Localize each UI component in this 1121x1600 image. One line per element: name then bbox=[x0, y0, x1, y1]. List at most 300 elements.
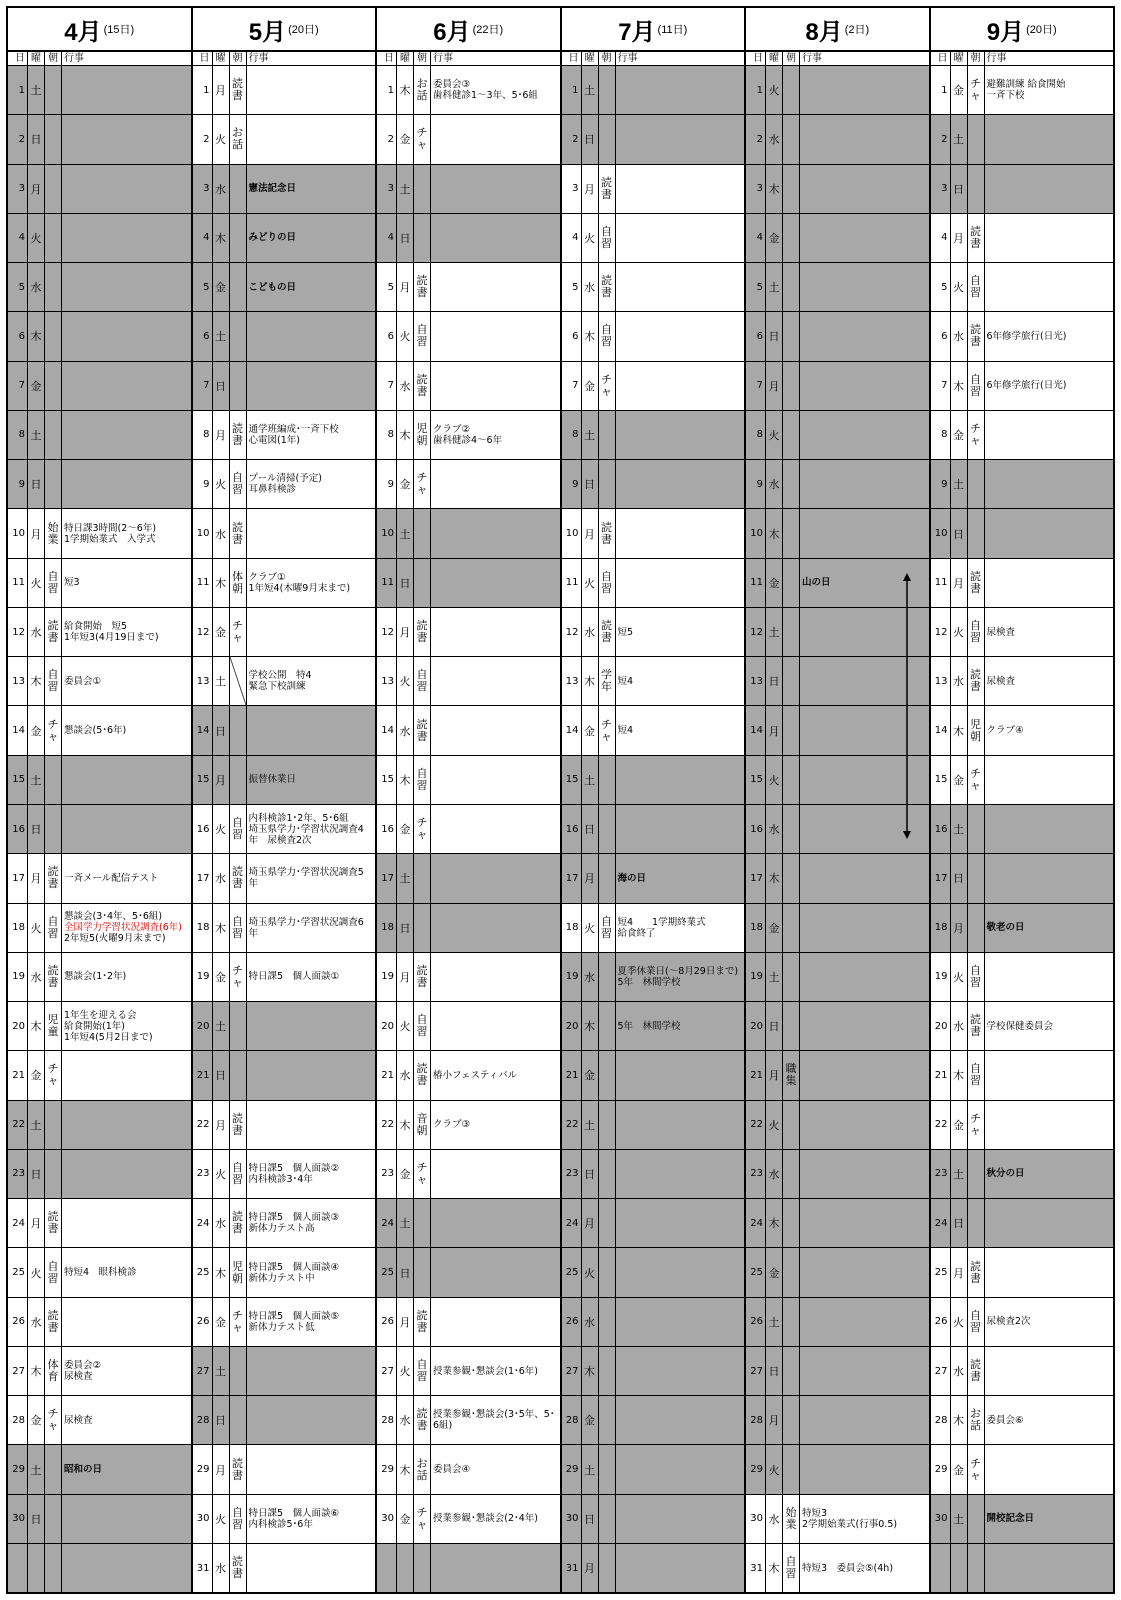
morning-activity bbox=[968, 509, 985, 557]
day-row bbox=[931, 411, 1114, 460]
day-number: 9 bbox=[746, 460, 766, 508]
event-text: 特日課5 個人面談⑤ 新体力テスト低 bbox=[248, 1310, 340, 1333]
weekday: 月 bbox=[582, 509, 599, 557]
weekday: 木 bbox=[766, 1199, 783, 1247]
event-text bbox=[431, 904, 560, 952]
day-row bbox=[377, 1002, 560, 1051]
event-text-line: 懇談会(3･4年、5･6組) bbox=[64, 911, 163, 923]
day-number: 21 bbox=[562, 1051, 582, 1099]
day-number: 29 bbox=[193, 1445, 213, 1493]
event-text: 昭和の日 bbox=[62, 1445, 191, 1493]
morning-activity bbox=[783, 263, 800, 311]
event-text: 懇談会(5･6年) bbox=[64, 725, 127, 737]
day-number: 21 bbox=[193, 1051, 213, 1099]
weekday: 火 bbox=[951, 953, 968, 1001]
day-number: 16 bbox=[377, 805, 397, 853]
day-row bbox=[931, 460, 1114, 509]
events-header: 行事 bbox=[802, 53, 822, 64]
day-row bbox=[562, 1051, 745, 1100]
event-text bbox=[62, 115, 191, 163]
event-text bbox=[616, 115, 745, 163]
event-text bbox=[800, 1150, 929, 1198]
event-text: 授業参観･懇談会(3･5年、5･6組) bbox=[433, 1409, 555, 1432]
event-text: 1年生を迎える会 給食開始(1年) 1年短4(5月2日まで) bbox=[64, 1009, 153, 1043]
weekday: 月 bbox=[582, 854, 599, 902]
day-row bbox=[562, 214, 745, 263]
event-text: 特短3 委員会⑤(4h) bbox=[802, 1562, 894, 1574]
day-row bbox=[931, 1298, 1114, 1347]
weekday: 金 bbox=[951, 66, 968, 114]
weekday: 水 bbox=[582, 953, 599, 1001]
morning-activity: 読書 bbox=[414, 362, 431, 410]
day-row bbox=[193, 1051, 376, 1100]
day-row bbox=[8, 1396, 191, 1445]
morning-activity bbox=[230, 1051, 247, 1099]
morning-activity: チャ bbox=[45, 1396, 62, 1444]
day-row bbox=[193, 854, 376, 903]
event-text bbox=[431, 1002, 560, 1050]
day-row bbox=[8, 953, 191, 1002]
weekday: 木 bbox=[766, 1544, 783, 1592]
day-number: 26 bbox=[746, 1298, 766, 1346]
morning-activity: 読書 bbox=[968, 657, 985, 705]
day-row bbox=[8, 559, 191, 608]
morning-activity bbox=[783, 1002, 800, 1050]
morning-activity: チャ bbox=[230, 608, 247, 656]
day-row bbox=[377, 1445, 560, 1494]
day-row bbox=[377, 460, 560, 509]
morning-activity bbox=[45, 1495, 62, 1543]
day-row bbox=[193, 1101, 376, 1150]
day-number: 5 bbox=[746, 263, 766, 311]
day-row bbox=[931, 1544, 1114, 1592]
event-text bbox=[800, 115, 929, 163]
weekday: 金 bbox=[582, 1051, 599, 1099]
weekday: 日 bbox=[951, 854, 968, 902]
day-number: 27 bbox=[377, 1347, 397, 1395]
morning-activity: 読書 bbox=[45, 953, 62, 1001]
weekday: 木 bbox=[951, 1051, 968, 1099]
day-number: 5 bbox=[8, 263, 28, 311]
day-number: 13 bbox=[746, 657, 766, 705]
day-row bbox=[377, 115, 560, 164]
weekday: 土 bbox=[951, 1495, 968, 1543]
weekday: 火 bbox=[28, 214, 45, 262]
day-number: 28 bbox=[8, 1396, 28, 1444]
weekday: 日 bbox=[397, 904, 414, 952]
weekday: 金 bbox=[397, 805, 414, 853]
day-row bbox=[931, 362, 1114, 411]
event-text bbox=[800, 1347, 929, 1395]
day-number: 18 bbox=[8, 904, 28, 952]
morning-activity: チャ bbox=[230, 953, 247, 1001]
event-text bbox=[616, 1150, 745, 1198]
day-row bbox=[377, 657, 560, 706]
weekday: 土 bbox=[213, 657, 230, 705]
day-row bbox=[377, 756, 560, 805]
morning-activity bbox=[599, 1445, 616, 1493]
morning-activity bbox=[968, 805, 985, 853]
day-row bbox=[562, 460, 745, 509]
weekday: 土 bbox=[213, 312, 230, 360]
event-text-highlight: 全国学力学習状況調査(6年) bbox=[64, 922, 182, 934]
weekday: 木 bbox=[582, 657, 599, 705]
event-text bbox=[62, 1495, 191, 1543]
morning-activity: 読書 bbox=[968, 312, 985, 360]
morning-activity: お話 bbox=[414, 1445, 431, 1493]
event-text bbox=[800, 411, 929, 459]
events-header: 行事 bbox=[248, 53, 269, 64]
day-number: 29 bbox=[8, 1445, 28, 1493]
morning-activity bbox=[783, 904, 800, 952]
event-text: クラブ③ bbox=[433, 1119, 471, 1131]
day-row bbox=[562, 953, 745, 1002]
morning-activity: 読書 bbox=[599, 165, 616, 213]
day-row bbox=[562, 854, 745, 903]
day-number: 29 bbox=[377, 1445, 397, 1493]
weekday: 月 bbox=[28, 854, 45, 902]
day-row bbox=[931, 706, 1114, 755]
day-row bbox=[377, 706, 560, 755]
day-row bbox=[562, 263, 745, 312]
morning-header: 朝 bbox=[45, 52, 62, 65]
weekday: 水 bbox=[213, 1544, 230, 1592]
day-number: 18 bbox=[377, 904, 397, 952]
weekday: 日 bbox=[951, 165, 968, 213]
day-row bbox=[562, 115, 745, 164]
event-text bbox=[431, 1544, 560, 1592]
morning-activity: 読書 bbox=[45, 1298, 62, 1346]
morning-activity bbox=[783, 1396, 800, 1444]
month-column bbox=[562, 8, 747, 1592]
event-text bbox=[431, 362, 560, 410]
event-text bbox=[247, 1544, 376, 1592]
morning-activity bbox=[599, 460, 616, 508]
morning-activity bbox=[783, 1445, 800, 1493]
day-number: 21 bbox=[931, 1051, 951, 1099]
events-header: 行事 bbox=[617, 53, 638, 64]
morning-activity bbox=[230, 263, 247, 311]
event-text bbox=[800, 854, 929, 902]
morning-activity: 自習 bbox=[968, 953, 985, 1001]
weekday: 金 bbox=[28, 706, 45, 754]
morning-activity: 自習 bbox=[45, 657, 62, 705]
day-row bbox=[746, 263, 929, 312]
weekday: 土 bbox=[397, 509, 414, 557]
day-row bbox=[746, 805, 929, 854]
event-text bbox=[62, 1544, 191, 1592]
day-row bbox=[8, 706, 191, 755]
day-row bbox=[931, 657, 1114, 706]
morning-activity: 自習 bbox=[783, 1544, 800, 1592]
weekday: 日 bbox=[28, 460, 45, 508]
morning-activity: お話 bbox=[230, 115, 247, 163]
weekday: 水 bbox=[582, 263, 599, 311]
day-number: 24 bbox=[377, 1199, 397, 1247]
weekday: 日 bbox=[397, 559, 414, 607]
weekday-header: 曜 bbox=[213, 52, 230, 65]
event-text bbox=[985, 460, 1114, 508]
day-number: 6 bbox=[8, 312, 28, 360]
day-row bbox=[193, 312, 376, 361]
day-number: 25 bbox=[746, 1248, 766, 1296]
event-text bbox=[431, 657, 560, 705]
morning-activity bbox=[783, 854, 800, 902]
weekday: 日 bbox=[28, 115, 45, 163]
morning-activity: 読書 bbox=[414, 706, 431, 754]
event-text bbox=[247, 66, 376, 114]
day-number: 12 bbox=[562, 608, 582, 656]
day-number: 1 bbox=[8, 66, 28, 114]
day-number: 4 bbox=[931, 214, 951, 262]
day-number: 1 bbox=[746, 66, 766, 114]
weekday: 水 bbox=[213, 165, 230, 213]
day-number: 17 bbox=[562, 854, 582, 902]
day-row bbox=[193, 1495, 376, 1544]
day-row bbox=[193, 805, 376, 854]
event-text bbox=[616, 362, 745, 410]
day-number: 2 bbox=[562, 115, 582, 163]
day-row bbox=[193, 1002, 376, 1051]
event-text bbox=[985, 165, 1114, 213]
weekday: 月 bbox=[213, 756, 230, 804]
event-text bbox=[247, 706, 376, 754]
weekday: 木 bbox=[766, 509, 783, 557]
morning-activity: 自習 bbox=[45, 559, 62, 607]
day-row bbox=[746, 1544, 929, 1592]
event-text bbox=[616, 1445, 745, 1493]
morning-activity: 自習 bbox=[230, 1150, 247, 1198]
weekday: 木 bbox=[213, 904, 230, 952]
day-row bbox=[377, 312, 560, 361]
day-row bbox=[193, 214, 376, 263]
weekday: 水 bbox=[397, 706, 414, 754]
weekday: 土 bbox=[766, 263, 783, 311]
day-number: 24 bbox=[746, 1199, 766, 1247]
weekday: 木 bbox=[397, 66, 414, 114]
morning-activity: 自習 bbox=[230, 904, 247, 952]
morning-activity bbox=[599, 1101, 616, 1149]
day-row bbox=[377, 1298, 560, 1347]
event-text bbox=[431, 460, 560, 508]
day-number: 24 bbox=[562, 1199, 582, 1247]
morning-activity bbox=[599, 805, 616, 853]
event-text bbox=[431, 1298, 560, 1346]
morning-activity bbox=[968, 1544, 985, 1592]
event-text: 一斉メール配信テスト bbox=[64, 872, 159, 884]
day-header: 日 bbox=[193, 52, 213, 65]
weekday: 火 bbox=[582, 904, 599, 952]
day-row bbox=[562, 312, 745, 361]
events-header: 行事 bbox=[986, 53, 1007, 64]
day-row bbox=[8, 66, 191, 115]
day-number: 2 bbox=[746, 115, 766, 163]
event-text bbox=[616, 1495, 745, 1543]
day-number: 16 bbox=[193, 805, 213, 853]
morning-activity: チャ bbox=[414, 115, 431, 163]
event-text bbox=[431, 1199, 560, 1247]
morning-activity: 音朝 bbox=[414, 1101, 431, 1149]
day-number: 26 bbox=[377, 1298, 397, 1346]
weekday: 土 bbox=[951, 1150, 968, 1198]
event-text bbox=[431, 608, 560, 656]
event-text: 学校保健委員会 bbox=[986, 1020, 1054, 1032]
weekday: 火 bbox=[28, 559, 45, 607]
weekday: 水 bbox=[582, 1298, 599, 1346]
day-number: 29 bbox=[746, 1445, 766, 1493]
day-row bbox=[377, 411, 560, 460]
day-header: 日 bbox=[8, 52, 28, 65]
weekday: 火 bbox=[213, 115, 230, 163]
weekday: 土 bbox=[397, 165, 414, 213]
weekday: 土 bbox=[766, 1298, 783, 1346]
event-text bbox=[985, 1248, 1114, 1296]
event-text bbox=[985, 756, 1114, 804]
day-number: 12 bbox=[8, 608, 28, 656]
day-number: 25 bbox=[8, 1248, 28, 1296]
weekday-header: 曜 bbox=[766, 52, 783, 65]
day-number: 4 bbox=[746, 214, 766, 262]
event-text bbox=[431, 312, 560, 360]
school-day-count: (2日) bbox=[844, 24, 870, 36]
morning-activity: チャ bbox=[599, 706, 616, 754]
day-row bbox=[193, 904, 376, 953]
month-name: 5月 bbox=[248, 18, 287, 46]
event-text: 5年 林間学校 bbox=[616, 1002, 745, 1050]
day-row bbox=[193, 559, 376, 608]
weekday: 火 bbox=[582, 559, 599, 607]
event-text: 特日課5 個人面談⑥ 内科検診5･6年 bbox=[248, 1507, 340, 1530]
day-number: 7 bbox=[746, 362, 766, 410]
morning-activity: チャ bbox=[230, 1298, 247, 1346]
day-row bbox=[8, 1051, 191, 1100]
day-number: 27 bbox=[746, 1347, 766, 1395]
day-row bbox=[562, 904, 745, 953]
day-number: 7 bbox=[377, 362, 397, 410]
weekday: 月 bbox=[582, 1544, 599, 1592]
day-number: 9 bbox=[931, 460, 951, 508]
morning-activity: 読書 bbox=[230, 1101, 247, 1149]
morning-activity bbox=[783, 1248, 800, 1296]
day-number: 8 bbox=[377, 411, 397, 459]
weekday: 火 bbox=[213, 1150, 230, 1198]
event-text bbox=[616, 411, 745, 459]
day-row bbox=[193, 706, 376, 755]
event-text bbox=[616, 1248, 745, 1296]
day-number: 12 bbox=[746, 608, 766, 656]
day-row bbox=[193, 165, 376, 214]
event-text: 短4 bbox=[617, 725, 634, 737]
morning-activity: チャ bbox=[968, 1445, 985, 1493]
day-row bbox=[193, 1150, 376, 1199]
day-number: 27 bbox=[562, 1347, 582, 1395]
event-text bbox=[62, 214, 191, 262]
day-number: 17 bbox=[931, 854, 951, 902]
morning-activity bbox=[414, 165, 431, 213]
morning-activity: 自習 bbox=[414, 1347, 431, 1395]
event-text: 尿検査2次 bbox=[986, 1316, 1031, 1328]
day-number: 26 bbox=[193, 1298, 213, 1346]
day-row bbox=[8, 854, 191, 903]
weekday: 水 bbox=[213, 509, 230, 557]
day-row bbox=[8, 460, 191, 509]
day-number bbox=[931, 1544, 951, 1592]
weekday: 木 bbox=[28, 1002, 45, 1050]
day-row bbox=[746, 904, 929, 953]
weekday: 木 bbox=[397, 1101, 414, 1149]
event-text bbox=[800, 66, 929, 114]
month-header bbox=[8, 8, 191, 52]
day-row bbox=[8, 1248, 191, 1297]
morning-activity: 自習 bbox=[414, 1002, 431, 1050]
day-row bbox=[8, 263, 191, 312]
day-number: 13 bbox=[377, 657, 397, 705]
morning-header: 朝 bbox=[783, 52, 800, 65]
morning-activity: 体育 bbox=[45, 1347, 62, 1395]
morning-activity bbox=[599, 1002, 616, 1050]
morning-activity: 読書 bbox=[230, 66, 247, 114]
event-text: 避難訓練 給食開始 一斉下校 bbox=[986, 79, 1066, 102]
morning-activity bbox=[968, 904, 985, 952]
morning-activity bbox=[230, 165, 247, 213]
event-text bbox=[62, 312, 191, 360]
weekday: 月 bbox=[397, 608, 414, 656]
day-number: 13 bbox=[931, 657, 951, 705]
weekday: 日 bbox=[213, 1051, 230, 1099]
morning-activity bbox=[45, 263, 62, 311]
weekday: 土 bbox=[28, 411, 45, 459]
day-number: 20 bbox=[746, 1002, 766, 1050]
event-text: みどりの日 bbox=[247, 214, 376, 262]
day-number: 5 bbox=[377, 263, 397, 311]
weekday: 月 bbox=[213, 1445, 230, 1493]
day-row bbox=[746, 1101, 929, 1150]
day-number bbox=[377, 1544, 397, 1592]
day-number: 5 bbox=[562, 263, 582, 311]
weekday: 火 bbox=[766, 1101, 783, 1149]
morning-activity bbox=[230, 312, 247, 360]
day-row bbox=[562, 1199, 745, 1248]
weekday: 水 bbox=[397, 362, 414, 410]
weekday: 月 bbox=[766, 1051, 783, 1099]
weekday-header: 曜 bbox=[397, 52, 414, 65]
day-row bbox=[193, 1347, 376, 1396]
event-text: 授業参観･懇談会(1･6年) bbox=[433, 1365, 539, 1377]
day-row bbox=[8, 362, 191, 411]
morning-activity bbox=[230, 1347, 247, 1395]
weekday: 火 bbox=[213, 805, 230, 853]
day-number: 6 bbox=[377, 312, 397, 360]
day-row bbox=[746, 953, 929, 1002]
event-text bbox=[616, 165, 745, 213]
day-row bbox=[562, 1298, 745, 1347]
morning-activity bbox=[783, 460, 800, 508]
day-row bbox=[562, 756, 745, 805]
day-number: 2 bbox=[931, 115, 951, 163]
day-number: 2 bbox=[193, 115, 213, 163]
event-text bbox=[62, 904, 191, 952]
day-number: 28 bbox=[377, 1396, 397, 1444]
event-text: 埼玉県学力･学習状況調査6年 bbox=[248, 916, 364, 939]
day-number: 3 bbox=[377, 165, 397, 213]
event-text bbox=[247, 509, 376, 557]
morning-activity bbox=[45, 66, 62, 114]
day-row bbox=[931, 214, 1114, 263]
event-text bbox=[62, 362, 191, 410]
day-number: 13 bbox=[8, 657, 28, 705]
morning-activity bbox=[45, 411, 62, 459]
event-text bbox=[985, 1101, 1114, 1149]
